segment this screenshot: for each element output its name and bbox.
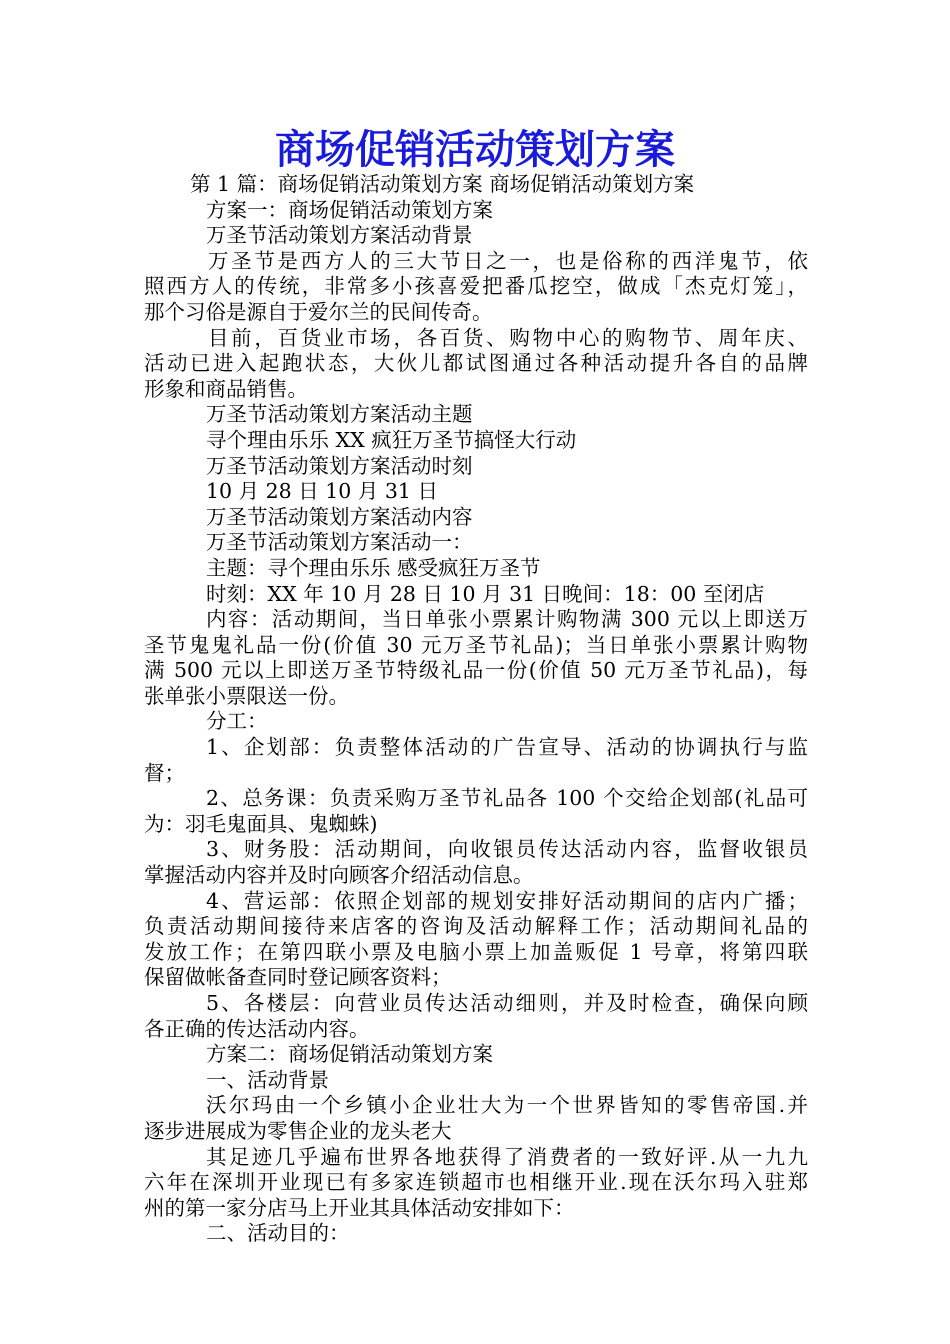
paragraph-line: 万圣节活动策划方案活动时刻 (206, 453, 473, 478)
paragraph-line: 照西方人的传统，非常多小孩喜爱把番瓜挖空，做成「杰克灯笼」， (144, 274, 808, 299)
document-title: 商场促销活动策划方案 (275, 126, 675, 173)
paragraph-line: 4、营运部：依照企划部的规划安排好活动期间的店内广播； (206, 888, 808, 913)
paragraph-line: 一、活动背景 (206, 1067, 329, 1092)
paragraph-line: 内容：活动期间，当日单张小票累计购物满 300 元以上即送万 (206, 607, 808, 632)
paragraph-line: 分工： (206, 709, 268, 734)
paragraph-line: 第 1 篇：商场促销活动策划方案 商场促销活动策划方案 (190, 172, 695, 196)
paragraph-line: 10 月 28 日 10 月 31 日 (206, 479, 438, 504)
paragraph-line: 万圣节是西方人的三大节日之一，也是俗称的西洋鬼节，依 (208, 248, 808, 273)
paragraph-line: 满 500 元以上即送万圣节特级礼品一份(价值 50 元万圣节礼品)，每 (144, 658, 808, 683)
paragraph-line: 方案二：商场促销活动策划方案 (206, 1042, 493, 1067)
paragraph-line: 万圣节活动策划方案活动内容 (206, 504, 473, 529)
paragraph-line: 3、财务股：活动期间，向收银员传达活动内容，监督收银员 (206, 837, 808, 862)
paragraph-line: 二、活动目的： (206, 1221, 350, 1246)
paragraph-line: 圣节鬼鬼礼品一份(价值 30 元万圣节礼品)；当日单张小票累计购物 (144, 632, 808, 657)
paragraph-line: 1、企划部：负责整体活动的广告宣导、活动的协调执行与监 (206, 735, 808, 760)
paragraph-line: 其足迹几乎遍布世界各地获得了消费者的一致好评.从一九九 (206, 1144, 808, 1169)
paragraph-line: 万圣节活动策划方案活动主题 (206, 402, 473, 427)
paragraph-line: 万圣节活动策划方案活动背景 (206, 223, 473, 248)
paragraph-line: 为：羽毛鬼面具、鬼蜘蛛) (144, 811, 378, 836)
paragraph-line: 督； (144, 760, 185, 785)
paragraph-line: 主题：寻个理由乐乐 感受疯狂万圣节 (206, 555, 541, 580)
paragraph-line: 目前，百货业市场，各百货、购物中心的购物节、周年庆、 (208, 325, 808, 350)
paragraph-line: 各正确的传达活动内容。 (144, 1016, 370, 1041)
paragraph-line: 方案一：商场促销活动策划方案 (206, 197, 493, 222)
paragraph-line: 时刻：XX 年 10 月 28 日 10 月 31 日晚间：18：00 至闭店 (206, 581, 765, 606)
paragraph-line: 州的第一家分店马上开业其具体活动安排如下： (144, 1195, 575, 1220)
paragraph-line: 活动已进入起跑状态，大伙儿都试图通过各种活动提升各自的品牌 (144, 351, 808, 376)
paragraph-line: 形象和商品销售。 (144, 376, 308, 401)
paragraph-line: 保留做帐备查同时登记顾客资料； (144, 965, 452, 990)
document-body (144, 172, 808, 1247)
paragraph-line: 寻个理由乐乐 XX 疯狂万圣节搞怪大行动 (206, 427, 577, 452)
paragraph-line: 发放工作；在第四联小票及电脑小票上加盖贩促 1 号章，将第四联 (144, 939, 808, 964)
paragraph-line: 2、总务课：负责采购万圣节礼品各 100 个交给企划部(礼品可 (206, 786, 808, 811)
paragraph-line: 沃尔玛由一个乡镇小企业壮大为一个世界皆知的零售帝国.并 (206, 1093, 808, 1118)
paragraph-line: 张单张小票限送一份。 (144, 683, 349, 708)
paragraph-line: 负责活动期间接待来店客的咨询及活动解释工作；活动期间礼品的 (144, 914, 808, 939)
paragraph-line: 六年在深圳开业现已有多家连锁超市也相继开业.现在沃尔玛入驻郑 (144, 1170, 808, 1195)
paragraph-line: 掌握活动内容并及时向顾客介绍活动信息。 (144, 863, 534, 888)
paragraph-line: 万圣节活动策划方案活动一： (206, 530, 473, 555)
paragraph-line: 逐步进展成为零售企业的龙头老大 (144, 1118, 452, 1143)
paragraph-line: 5、各楼层：向营业员传达活动细则，并及时检查，确保向顾 (206, 991, 808, 1015)
paragraph-line: 那个习俗是源自于爱尔兰的民间传奇。 (144, 299, 493, 324)
